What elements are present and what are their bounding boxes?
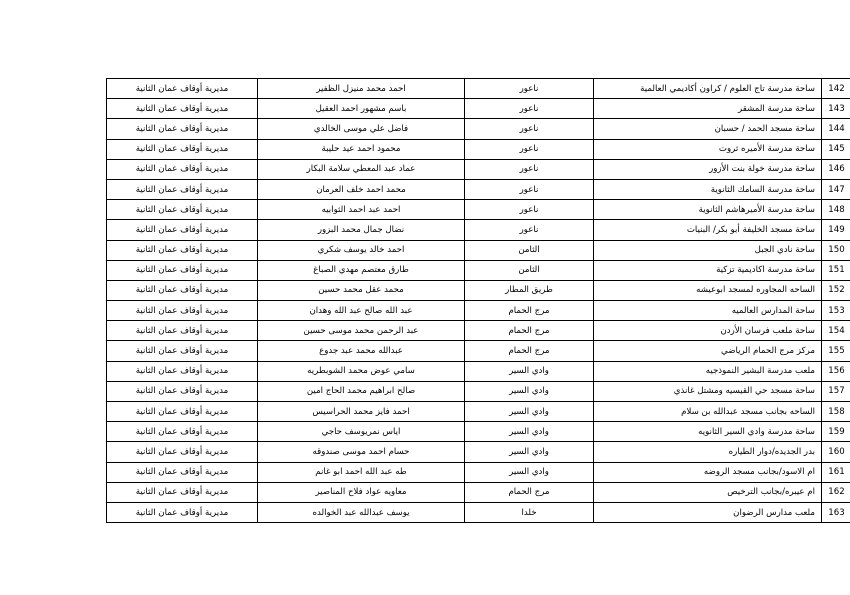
- location-cell: ساحة ملعب فرسان الأردن: [594, 321, 822, 341]
- location-cell: ساحة مسجد الحمد / حسبان: [594, 119, 822, 139]
- directorate-cell: مديرية أوقاف عمان الثانية: [107, 361, 258, 381]
- location-cell: ساحة مدرسة تاج العلوم / كراون أكاديمي العالمية: [594, 79, 822, 99]
- location-cell: ام الاسود/بجانب مسجد الروضه: [594, 462, 822, 482]
- location-cell: ساحة مدرسة المشقر: [594, 99, 822, 119]
- directorate-cell: مديرية أوقاف عمان الثانية: [107, 381, 258, 401]
- location-cell: ساحة مدرسة الأميرهاشم الثانوية: [594, 200, 822, 220]
- directorate-cell: مديرية أوقاف عمان الثانية: [107, 99, 258, 119]
- table-row: [107, 341, 850, 361]
- row-number-cell: 155: [822, 341, 850, 361]
- area-cell: ناعور: [465, 159, 594, 179]
- directorate-cell: مديرية أوقاف عمان الثانية: [107, 422, 258, 442]
- area-cell: ناعور: [465, 79, 594, 99]
- table-row: [107, 159, 850, 179]
- location-cell: ساحة مسجد الخليفة أبو بكر/ البنيات: [594, 220, 822, 240]
- row-number-cell: 157: [822, 381, 850, 401]
- person-name-cell: فاضل علي موسى الخالدي: [258, 119, 465, 139]
- table-body: [107, 79, 850, 523]
- row-number-cell: 163: [822, 502, 850, 522]
- row-number-cell: 143: [822, 99, 850, 119]
- area-cell: مرج الحمام: [465, 321, 594, 341]
- table-row: [107, 402, 850, 422]
- location-cell: ساحة نادي الجبل: [594, 240, 822, 260]
- person-name-cell: حسام احمد موسى صندوقه: [258, 442, 465, 462]
- directorate-cell: مديرية أوقاف عمان الثانية: [107, 220, 258, 240]
- row-number-cell: 154: [822, 321, 850, 341]
- person-name-cell: احمد عبد احمد الثوابيه: [258, 200, 465, 220]
- row-number-cell: 158: [822, 402, 850, 422]
- area-cell: مرج الحمام: [465, 482, 594, 502]
- table-row: [107, 119, 850, 139]
- person-name-cell: احمد فايز محمد الحراسيس: [258, 402, 465, 422]
- table-row: [107, 502, 850, 522]
- row-number-cell: 146: [822, 159, 850, 179]
- area-cell: وادي السير: [465, 442, 594, 462]
- person-name-cell: باسم مشهور احمد العقيل: [258, 99, 465, 119]
- row-number-cell: 152: [822, 280, 850, 300]
- person-name-cell: طه عبد الله احمد ابو غانم: [258, 462, 465, 482]
- area-cell: طريق المطار: [465, 280, 594, 300]
- table-row: [107, 462, 850, 482]
- row-number-cell: 151: [822, 260, 850, 280]
- location-cell: مركز مرج الحمام الرياضي: [594, 341, 822, 361]
- area-cell: وادي السير: [465, 462, 594, 482]
- row-number-cell: 162: [822, 482, 850, 502]
- directorate-cell: مديرية أوقاف عمان الثانية: [107, 159, 258, 179]
- location-cell: الساحه بجانب مسجد عبدالله بن سلام: [594, 402, 822, 422]
- person-name-cell: محمد احمد خلف العرمان: [258, 179, 465, 199]
- location-cell: ساحة مدرسة خولة بنت الأزور: [594, 159, 822, 179]
- area-cell: خلدا: [465, 502, 594, 522]
- location-cell: ملعب مدارس الرضوان: [594, 502, 822, 522]
- row-number-cell: 144: [822, 119, 850, 139]
- table-row: [107, 361, 850, 381]
- location-cell: ساحة مدرسة اكاديمية تزكية: [594, 260, 822, 280]
- location-cell: ام عيبره/بجانب الترخيص: [594, 482, 822, 502]
- person-name-cell: نضال جمال محمد البزور: [258, 220, 465, 240]
- table-row: [107, 260, 850, 280]
- row-number-cell: 156: [822, 361, 850, 381]
- row-number-cell: 142: [822, 79, 850, 99]
- directorate-cell: مديرية أوقاف عمان الثانية: [107, 482, 258, 502]
- table-row: [107, 442, 850, 462]
- row-number-cell: 149: [822, 220, 850, 240]
- directorate-cell: مديرية أوقاف عمان الثانية: [107, 260, 258, 280]
- location-cell: ساحة مدرسة السامك الثانوية: [594, 179, 822, 199]
- table-row: [107, 200, 850, 220]
- person-name-cell: يوسف عبدالله عبد الخوالده: [258, 502, 465, 522]
- area-cell: مرج الحمام: [465, 341, 594, 361]
- area-cell: مرج الحمام: [465, 301, 594, 321]
- area-cell: الثامن: [465, 240, 594, 260]
- area-cell: ناعور: [465, 200, 594, 220]
- directorate-cell: مديرية أوقاف عمان الثانية: [107, 200, 258, 220]
- assignments-table: [106, 78, 850, 523]
- table-row: [107, 139, 850, 159]
- location-cell: ساحة المدارس العالميه: [594, 301, 822, 321]
- person-name-cell: محمد عقل محمد حسين: [258, 280, 465, 300]
- row-number-cell: 150: [822, 240, 850, 260]
- location-cell: ساحة مدرسة الأميره ثروت: [594, 139, 822, 159]
- area-cell: ناعور: [465, 179, 594, 199]
- location-cell: الساحه المجاوره لمسجد ابوعيشه: [594, 280, 822, 300]
- location-cell: ملعب مدرسة البشير النموذجيه: [594, 361, 822, 381]
- directorate-cell: مديرية أوقاف عمان الثانية: [107, 502, 258, 522]
- area-cell: وادي السير: [465, 361, 594, 381]
- row-number-cell: 147: [822, 179, 850, 199]
- row-number-cell: 145: [822, 139, 850, 159]
- person-name-cell: عماد عبد المعطي سلامة البكار: [258, 159, 465, 179]
- directorate-cell: مديرية أوقاف عمان الثانية: [107, 240, 258, 260]
- directorate-cell: مديرية أوقاف عمان الثانية: [107, 139, 258, 159]
- person-name-cell: عبدالله محمد عبد جدوع: [258, 341, 465, 361]
- directorate-cell: مديرية أوقاف عمان الثانية: [107, 442, 258, 462]
- person-name-cell: طارق معتصم مهدي الصباغ: [258, 260, 465, 280]
- person-name-cell: احمد خالد يوسف شكري: [258, 240, 465, 260]
- person-name-cell: احمد محمد منيزل الظفير: [258, 79, 465, 99]
- table-row: [107, 220, 850, 240]
- table-row: [107, 381, 850, 401]
- table-row: [107, 422, 850, 442]
- directorate-cell: مديرية أوقاف عمان الثانية: [107, 462, 258, 482]
- area-cell: وادي السير: [465, 381, 594, 401]
- table-row: [107, 321, 850, 341]
- table-row: [107, 280, 850, 300]
- directorate-cell: مديرية أوقاف عمان الثانية: [107, 79, 258, 99]
- area-cell: ناعور: [465, 99, 594, 119]
- area-cell: ناعور: [465, 139, 594, 159]
- person-name-cell: عبد الله صالح عبد الله وهدان: [258, 301, 465, 321]
- row-number-cell: 160: [822, 442, 850, 462]
- directorate-cell: مديرية أوقاف عمان الثانية: [107, 402, 258, 422]
- person-name-cell: اياس نمريوسف حاجي: [258, 422, 465, 442]
- person-name-cell: معاويه عواد فلاح المناصير: [258, 482, 465, 502]
- person-name-cell: سامي عوض محمد الشوبطريه: [258, 361, 465, 381]
- location-cell: بدر الجديده/دوار الطياره: [594, 442, 822, 462]
- directorate-cell: مديرية أوقاف عمان الثانية: [107, 341, 258, 361]
- location-cell: ساحة مسجد حي القيسيه ومشتل غانذي: [594, 381, 822, 401]
- row-number-cell: 148: [822, 200, 850, 220]
- directorate-cell: مديرية أوقاف عمان الثانية: [107, 321, 258, 341]
- area-cell: وادي السير: [465, 422, 594, 442]
- table-row: [107, 482, 850, 502]
- directorate-cell: مديرية أوقاف عمان الثانية: [107, 179, 258, 199]
- row-number-cell: 161: [822, 462, 850, 482]
- directorate-cell: مديرية أوقاف عمان الثانية: [107, 119, 258, 139]
- location-cell: ساحة مدرسة وادي السير الثانويه: [594, 422, 822, 442]
- table-row: [107, 99, 850, 119]
- person-name-cell: محمود احمد عيد حليبة: [258, 139, 465, 159]
- area-cell: الثامن: [465, 260, 594, 280]
- table-row: [107, 301, 850, 321]
- row-number-cell: 159: [822, 422, 850, 442]
- person-name-cell: عبد الرحمن محمد موسى حسين: [258, 321, 465, 341]
- person-name-cell: صالح ابراهيم محمد الحاج امين: [258, 381, 465, 401]
- area-cell: ناعور: [465, 119, 594, 139]
- row-number-cell: 153: [822, 301, 850, 321]
- table-row: [107, 79, 850, 99]
- directorate-cell: مديرية أوقاف عمان الثانية: [107, 301, 258, 321]
- area-cell: ناعور: [465, 220, 594, 240]
- area-cell: وادي السير: [465, 402, 594, 422]
- directorate-cell: مديرية أوقاف عمان الثانية: [107, 280, 258, 300]
- table-row: [107, 179, 850, 199]
- table-row: [107, 240, 850, 260]
